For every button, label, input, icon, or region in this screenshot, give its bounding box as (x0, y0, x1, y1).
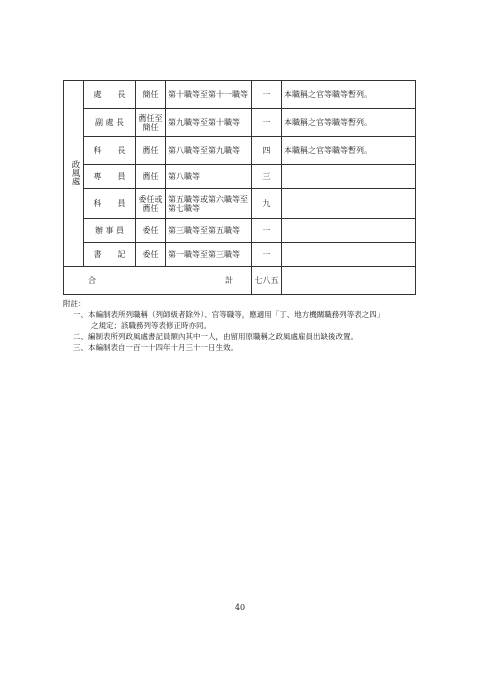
note-2: 二、編制表所列政風處書記員額內其中一人，由留用原職稱之政風處雇員出缺後改置。 (73, 332, 358, 341)
note-1-line-2: 之規定；該職務列等表修正時亦同。 (91, 321, 211, 330)
remark-cell: 本職稱之官等職等暫列。 (282, 137, 416, 165)
remark-cell (282, 189, 416, 219)
table-row (64, 137, 416, 165)
appointment-cell: 薦任 (136, 165, 166, 189)
total-label-right: 計 (225, 276, 233, 285)
appointment-cell: 薦任 (136, 137, 166, 165)
total-label-left: 合 (88, 276, 96, 285)
title-cell: 辦 事 員 (84, 219, 136, 243)
title-cell: 專 員 (84, 165, 136, 189)
title-cell: 副 處 長 (84, 109, 136, 137)
notes-section (63, 298, 433, 353)
appointment-cell: 委任或薦任 (136, 189, 166, 219)
appointment-cell: 薦任至簡任 (136, 109, 166, 137)
note-3: 三、本編制表自一百一十四年十月三十一日生效。 (73, 343, 238, 352)
total-remark-cell (282, 267, 416, 295)
remark-cell (282, 243, 416, 267)
grade-cell: 第八職等 (166, 165, 252, 189)
remark-cell: 本職稱之官等職等暫列。 (282, 109, 416, 137)
appointment-cell: 委任 (136, 219, 166, 243)
count-cell: 一 (252, 81, 282, 109)
page-number: 40 (234, 603, 246, 612)
table-row (64, 219, 416, 243)
count-cell: 一 (252, 243, 282, 267)
grade-cell: 第五職等或第六職等至第七職等 (166, 189, 252, 219)
count-cell: 九 (252, 189, 282, 219)
notes-heading: 附註： (63, 299, 86, 308)
count-cell: 一 (252, 219, 282, 243)
remark-cell: 本職稱之官等職等暫列。 (282, 81, 416, 109)
title-cell: 書 記 (84, 243, 136, 267)
grade-cell: 第十職等至第十一職等 (166, 81, 252, 109)
table-row (64, 243, 416, 267)
note-1-line-1: 一、本編制表所列職稱（列師級者除外）、官等職等，應適用「丁、地方機關職務列等表之四」 (73, 310, 385, 319)
title-cell: 科 員 (84, 189, 136, 219)
table-row (64, 189, 416, 219)
total-row (64, 267, 416, 295)
remark-cell (282, 219, 416, 243)
table-row (64, 165, 416, 189)
title-cell: 處 長 (84, 81, 136, 109)
table-row (64, 81, 416, 109)
total-label-cell (64, 267, 252, 295)
grade-cell: 第三職等至第五職等 (166, 219, 252, 243)
unit-label-cell (64, 81, 84, 267)
remark-cell (282, 165, 416, 189)
grade-cell: 第九職等至第十職等 (166, 109, 252, 137)
table-row (64, 109, 416, 137)
unit-label: 政風處 (70, 159, 80, 186)
count-cell: 四 (252, 137, 282, 165)
grade-cell: 第一職等至第三職等 (166, 243, 252, 267)
appointment-cell: 簡任 (136, 81, 166, 109)
staffing-table (63, 80, 416, 295)
grade-cell: 第八職等至第九職等 (166, 137, 252, 165)
count-cell: 三 (252, 165, 282, 189)
title-cell: 科 長 (84, 137, 136, 165)
count-cell: 一 (252, 109, 282, 137)
appointment-cell: 委任 (136, 243, 166, 267)
total-value-cell: 七八五 (252, 267, 282, 295)
